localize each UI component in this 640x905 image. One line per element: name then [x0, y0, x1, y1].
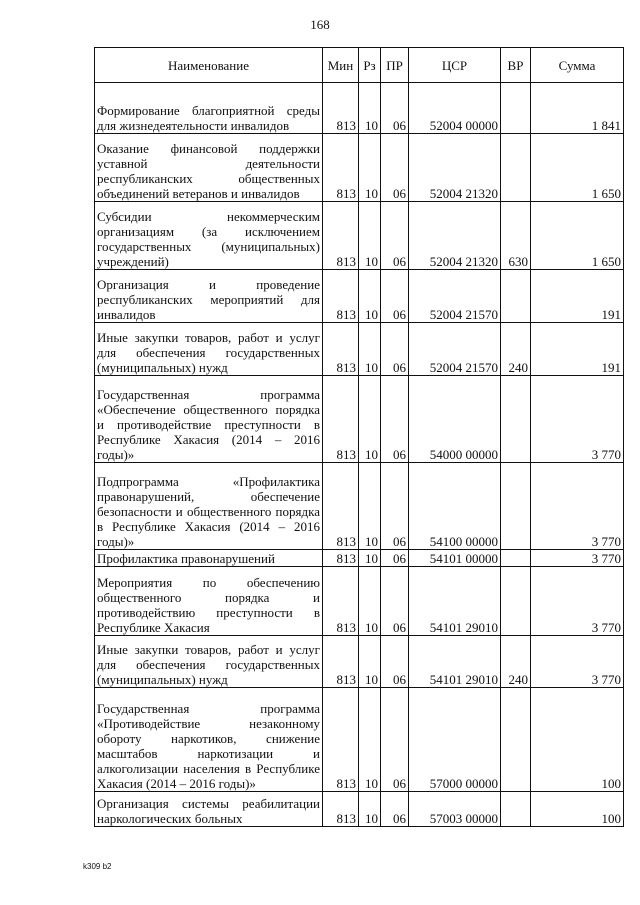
row-min: 813: [323, 463, 359, 550]
row-sum: 100: [531, 688, 624, 792]
row-rz: 10: [359, 688, 381, 792]
row-vr: [501, 83, 531, 134]
row-csr: 52004 21320: [409, 202, 501, 270]
row-rz: 10: [359, 270, 381, 323]
row-vr: [501, 463, 531, 550]
row-pr: 06: [381, 567, 409, 636]
row-pr: 06: [381, 636, 409, 688]
row-vr: [501, 688, 531, 792]
row-rz: 10: [359, 636, 381, 688]
row-rz: 10: [359, 202, 381, 270]
row-vr: [501, 270, 531, 323]
row-sum: 3 770: [531, 567, 624, 636]
table-row: [95, 376, 624, 463]
row-sum: 3 770: [531, 636, 624, 688]
row-csr: 57000 00000: [409, 688, 501, 792]
footer-code: k309 b2: [83, 862, 112, 871]
row-csr: 52004 21320: [409, 134, 501, 202]
row-sum: 191: [531, 270, 624, 323]
table-row: [95, 202, 624, 270]
row-pr: 06: [381, 376, 409, 463]
row-name: Профилактика правонарушений: [95, 550, 323, 567]
table-row: [95, 792, 624, 827]
row-name: Иные закупки товаров, работ и услуг для обеспечения государственных (муниципальных) нужд: [95, 323, 323, 376]
row-name: Организация и проведение республиканских мероприятий для инвалидов: [95, 270, 323, 323]
row-rz: 10: [359, 792, 381, 827]
table-row: [95, 636, 624, 688]
row-csr: 52004 00000: [409, 83, 501, 134]
row-min: 813: [323, 270, 359, 323]
row-pr: 06: [381, 463, 409, 550]
row-min: 813: [323, 567, 359, 636]
row-min: 813: [323, 83, 359, 134]
header-rz: Рз: [359, 48, 381, 83]
table-row: [95, 567, 624, 636]
header-name: Наименование: [95, 48, 323, 83]
row-name: Организация системы реабилитации наркологических больных: [95, 792, 323, 827]
row-min: 813: [323, 688, 359, 792]
row-pr: 06: [381, 550, 409, 567]
row-name: Формирование благоприятной среды для жизнедеятельности инвалидов: [95, 83, 323, 134]
row-pr: 06: [381, 792, 409, 827]
row-name: Государственная программа «Обеспечение общественного порядка и противодействие преступности в Республике Хакасия (2014 – 2016 годы)»: [95, 376, 323, 463]
row-rz: 10: [359, 376, 381, 463]
row-name: Государственная программа «Противодействие незаконному обороту наркотиков, снижение масштабов наркотизации и алкоголизации населения в Республике Хакасия (2014 – 2016 годы)»: [95, 688, 323, 792]
row-pr: 06: [381, 134, 409, 202]
row-pr: 06: [381, 270, 409, 323]
row-rz: 10: [359, 567, 381, 636]
row-csr: 54101 00000: [409, 550, 501, 567]
row-min: 813: [323, 792, 359, 827]
row-sum: 1 841: [531, 83, 624, 134]
table-header-row: [95, 48, 624, 83]
table-row: [95, 270, 624, 323]
row-vr: [501, 134, 531, 202]
row-rz: 10: [359, 83, 381, 134]
row-pr: 06: [381, 83, 409, 134]
row-rz: 10: [359, 134, 381, 202]
row-sum: 3 770: [531, 376, 624, 463]
row-min: 813: [323, 202, 359, 270]
row-sum: 191: [531, 323, 624, 376]
row-vr: [501, 567, 531, 636]
row-sum: 1 650: [531, 134, 624, 202]
row-min: 813: [323, 550, 359, 567]
table-row: [95, 688, 624, 792]
table-row: [95, 463, 624, 550]
row-name: Иные закупки товаров, работ и услуг для обеспечения государственных (муниципальных) нужд: [95, 636, 323, 688]
header-vr: ВР: [501, 48, 531, 83]
row-vr: 240: [501, 323, 531, 376]
row-rz: 10: [359, 323, 381, 376]
row-name: Мероприятия по обеспечению общественного порядка и противодействию преступности в Республике Хакасия: [95, 567, 323, 636]
row-vr: [501, 792, 531, 827]
row-sum: 100: [531, 792, 624, 827]
row-pr: 06: [381, 688, 409, 792]
row-csr: 54000 00000: [409, 376, 501, 463]
table-row: [95, 323, 624, 376]
row-vr: 630: [501, 202, 531, 270]
header-pr: ПР: [381, 48, 409, 83]
header-sum: Сумма: [531, 48, 624, 83]
table-row: [95, 550, 624, 567]
row-name: Субсидии некоммерческим организациям (за исключением государственных (муниципальных) учреждений): [95, 202, 323, 270]
row-rz: 10: [359, 463, 381, 550]
row-sum: 3 770: [531, 550, 624, 567]
header-min: Мин: [323, 48, 359, 83]
row-min: 813: [323, 323, 359, 376]
row-vr: 240: [501, 636, 531, 688]
row-pr: 06: [381, 202, 409, 270]
row-min: 813: [323, 376, 359, 463]
row-csr: 54101 29010: [409, 636, 501, 688]
row-csr: 52004 21570: [409, 323, 501, 376]
budget-table: [94, 47, 624, 827]
row-min: 813: [323, 134, 359, 202]
row-rz: 10: [359, 550, 381, 567]
row-name: Оказание финансовой поддержки уставной деятельности республиканских общественных объединений ветеранов и инвалидов: [95, 134, 323, 202]
row-pr: 06: [381, 323, 409, 376]
row-min: 813: [323, 636, 359, 688]
row-sum: 3 770: [531, 463, 624, 550]
table-row: [95, 134, 624, 202]
row-name: Подпрограмма «Профилактика правонарушений, обеспечение безопасности и общественного порядка в Республике Хакасия (2014 – 2016 годы)»: [95, 463, 323, 550]
table-row: [95, 83, 624, 134]
row-csr: 57003 00000: [409, 792, 501, 827]
page-number: 168: [310, 17, 330, 32]
row-vr: [501, 550, 531, 567]
row-csr: 52004 21570: [409, 270, 501, 323]
header-csr: ЦСР: [409, 48, 501, 83]
row-vr: [501, 376, 531, 463]
row-csr: 54101 29010: [409, 567, 501, 636]
row-csr: 54100 00000: [409, 463, 501, 550]
row-sum: 1 650: [531, 202, 624, 270]
